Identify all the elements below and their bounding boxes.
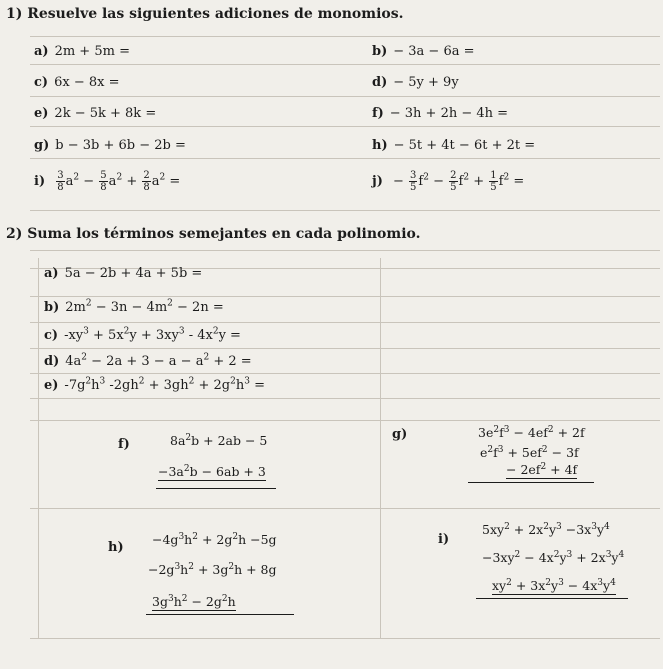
item-1j: j) − $\frac{3}{5}$ $f^2$ − $\frac{2}{5}$ $f^2$ + $\frac{1}{5}$ $f^2$ = xyxy=(372,170,525,193)
item-2i-label: i) xyxy=(438,532,450,547)
item-2a: a) 5a − 2b + 4a + 5b = xyxy=(44,266,203,281)
grid-line xyxy=(30,250,660,251)
grid-line xyxy=(30,96,660,97)
grid-line xyxy=(30,638,660,639)
item-2f-line1: $8a^2b + 2ab - 5$ xyxy=(170,432,268,448)
item-2g-line2: $e^2f^3 + 5ef^2 - 3f$ xyxy=(480,444,579,460)
item-2b: b) $2m^2 - 3n - 4m^2 - 2n$ = xyxy=(44,298,224,315)
grid-line xyxy=(38,258,39,638)
section1-title: 1) Resuelve las siguientes adiciones de monomios. xyxy=(6,6,404,22)
item-2f-label: f) xyxy=(118,437,130,452)
item-2h-label: h) xyxy=(108,540,124,555)
item-1c: c) 6x − 8x = xyxy=(34,75,120,90)
item-2h-line2: $-2g^3h^2 + 3g^2h + 8g$ xyxy=(148,561,277,577)
item-2g-label: g) xyxy=(392,427,408,442)
item-1h: h) − 5t + 4t − 6t + 2t = xyxy=(372,138,536,153)
grid-line xyxy=(30,348,660,349)
item-1d: d) − 5y + 9y xyxy=(372,75,459,90)
grid-line xyxy=(380,258,381,638)
item-1a: a) 2m + 5m = xyxy=(34,44,130,59)
item-2g-line3: − $2ef^2 + 4f$ xyxy=(506,461,578,477)
grid-line xyxy=(30,373,660,374)
grid-line xyxy=(30,398,660,399)
item-2d: d) $4a^2 - 2a + 3 - a - a^2 + 2$ = xyxy=(44,352,252,369)
item-2i-line2: $-3xy^2 - 4x^2y^3 + 2x^3y^4$ xyxy=(482,549,625,565)
grid-line xyxy=(30,158,660,159)
grid-line xyxy=(30,126,660,127)
sum-line xyxy=(468,482,594,483)
item-2h-line3: $3g^3h^2 - 2g^2h$ xyxy=(152,593,236,609)
sum-line xyxy=(146,614,294,615)
grid-line xyxy=(30,210,660,211)
grid-line xyxy=(30,508,660,509)
item-2e: e) $-7g^2h^3$ $-2gh^2 + 3gh^2 + 2g^2h^3$ = xyxy=(44,376,265,393)
item-1e: e) 2k − 5k + 8k = xyxy=(34,106,157,121)
item-2g-line1: $3e^2f^3 - 4ef^2 + 2f$ xyxy=(478,424,585,440)
item-2i-line1: $5xy^2 + 2x^2y^3 -3x^3y^4$ xyxy=(482,521,610,537)
item-1b: b) − 3a − 6a = xyxy=(372,44,475,59)
item-1f: f) − 3h + 2h − 4h = xyxy=(372,106,509,121)
item-1g: g) b − 3b + 6b − 2b = xyxy=(34,138,186,153)
item-2c: c) $-xy^3 + 5x^2y + 3xy^3 - 4x^2y$ = xyxy=(44,326,241,343)
item-2i-line3: $xy^2 + 3x^2y^3 - 4x^3y^4$ xyxy=(492,577,616,593)
section2-title: 2) Suma los términos semejantes en cada polinomio. xyxy=(6,226,421,242)
sum-line xyxy=(156,488,276,489)
item-2f-line2: $-3a^2b - 6ab + 3$ xyxy=(158,463,266,479)
grid-line xyxy=(30,296,660,297)
grid-line xyxy=(30,36,660,37)
item-2h-line1: $-4g^3h^2 + 2g^2h -5g$ xyxy=(152,531,277,547)
item-1i: i) $\frac{3}{8}$ $a^2$ − $\frac{5}{8}$ $a^2$ + $\frac{2}{8}$ $a^2$ = xyxy=(34,170,181,193)
grid-line xyxy=(30,420,660,421)
grid-line xyxy=(30,64,660,65)
grid-line xyxy=(30,322,660,323)
sum-line xyxy=(476,598,628,599)
